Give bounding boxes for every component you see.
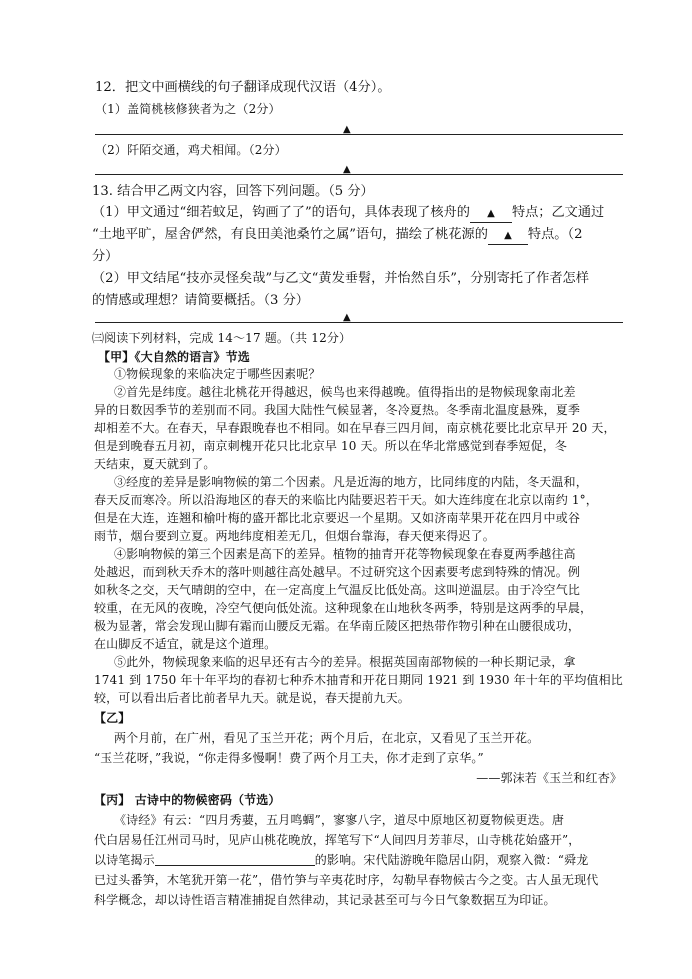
section-intro: ㈢阅读下列材料，完成 14～17 题。（共 12分）	[92, 331, 352, 345]
passage-line: 春天反而寒冷。所以沿海地区的春天的来临比内陆要迟若干天。如大连纬度在北京以南约 1°，	[94, 493, 598, 507]
passage-line: 科学概念，却以诗性语言精准捕捉自然律动，其记录甚至可与今日气象数据互为印证。	[94, 893, 556, 907]
q13-title: 13. 结合甲乙两文内容，回答下列问题。（5 分）	[92, 184, 374, 199]
passage-text: 以诗笔揭示	[94, 853, 155, 867]
fill-blank	[155, 853, 315, 866]
passage-line: 极为显著，常会发现山脚有霜而山腰反无霜。在华南丘陵区把热带作物引种在山腰很成功，	[94, 619, 581, 633]
passage-line: 在山脚反不适宜，就是这个道理。	[94, 637, 277, 651]
passage-line: 如秋冬之交，天气晴朗的空中，在一定高度上气温反比低处高。这叫逆温层。由于冷空气比	[94, 583, 581, 597]
passage-line: ①物候现象的来临决定于哪些因素呢？	[114, 367, 321, 381]
q12-sub2: （2）阡陌交通，鸡犬相闻。（2分）	[95, 143, 287, 157]
answer-blank	[488, 228, 528, 245]
q13-p2-line1: （2）甲文结尾“技亦灵怪矣哉”与乙文“黄发垂髫，并怡然自乐”，分别寄托了作者怎样	[92, 271, 589, 286]
q13-p1-text-b: 特点；乙文通过	[511, 205, 605, 220]
passage-line: 较，可以看出后者比前者早九天。就是说，春天提前九天。	[94, 691, 410, 705]
answer-triangle-icon: ▲	[343, 164, 351, 175]
q13-p1-line3: 分）	[92, 249, 119, 264]
passage-line: 雨节，烟台要到立夏。两地纬度相差无几，但烟台靠海，春天便来得迟了。	[94, 529, 495, 543]
passage-line: “玉兰花呀，”我说，“你走得多慢啊！费了两个月工夫，你才走到了京华。”	[94, 751, 484, 765]
passage-line: 异的日数因季节的差别而不同。我国大陆性气候显著，冬冷夏热。冬季南北温度悬殊，夏季	[94, 403, 581, 417]
q13-p1-line1	[92, 205, 604, 223]
passage-text: 的影响。宋代陆游晚年隐居山阴，观察入微：“舜龙	[314, 853, 589, 867]
answer-line	[95, 134, 623, 135]
q13-p1-text-a: （1）甲文通过“细若蚊足，钩画了了”的语句，具体表现了核舟的	[92, 205, 470, 220]
answer-blank	[470, 206, 512, 223]
q13-p2-line2: 的情感或理想？请简要概括。（3 分）	[92, 293, 309, 308]
passage-line: 两个月前，在广州，看见了玉兰开花；两个月后，在北京，又看见了玉兰开花。	[114, 731, 540, 745]
q13-p1-text-d: 特点。（2	[527, 227, 583, 242]
passage-line: ②首先是纬度。越往北桃花开得越迟，候鸟也来得越晚。值得指出的是物候现象南北差	[114, 385, 576, 399]
passage-line: 却相差不大。在春天，早春跟晚春也不相同。如在早春三四月间，南京桃花要比北京早开 20 天，	[94, 421, 616, 435]
answer-triangle-icon: ▲	[504, 230, 512, 241]
answer-triangle-icon: ▲	[487, 208, 495, 219]
passage-line: 处越迟，而到秋天乔木的落叶则越往高处越早。不过研究这个因素要考虑到特殊的情况。例	[94, 565, 581, 579]
q13-p1-text-c: “土地平旷，屋舍俨然，有良田美池桑竹之属”语句，描绘了桃花源的	[92, 227, 488, 242]
q13-p1-line2	[92, 227, 582, 245]
passage-line: 但是在大连，连翘和榆叶梅的盛开都比北京要迟一个星期。又如济南苹果开花在四月中或谷	[94, 511, 581, 525]
passage-line: 但是到晚春五月初，南京刺槐开花只比北京早 10 天。所以在华北常感觉到春季短促，冬	[94, 439, 568, 453]
passage-line: ⑤此外，物候现象来临的迟早还有古今的差异。根据英国南部物候的一种长期记录，拿	[114, 655, 576, 669]
passage-line: 天结束，夏天就到了。	[94, 457, 216, 471]
q12-sub1: （1）盖简桃核修狭者为之（2分）	[95, 102, 281, 116]
answer-triangle-icon: ▲	[343, 312, 351, 323]
passage-line: 《诗经》有云：“四月秀葽，五月鸣蜩”，寥寥八字，道尽中原地区初夏物候更迭。唐	[114, 813, 564, 827]
answer-triangle-icon: ▲	[343, 124, 351, 135]
passage-line: 已过头番笋，木笔犹开第一花”，借竹笋与辛夷花时序，勾勒早春物候古今之变。古人虽无现代	[94, 873, 599, 887]
passage-line: 较重，在无风的夜晚，冷空气便向低处流。这种现象在山地秋冬两季，特别是这两季的早晨，	[94, 601, 593, 615]
passage-jia-title: 【甲】《大自然的语言》节选	[98, 350, 250, 364]
passage-line	[94, 852, 588, 868]
passage-line: ④影响物候的第三个因素是高下的差异。植物的抽青开花等物候现象在春夏两季越往高	[114, 547, 576, 561]
passage-line: 1741 到 1750 年十年平均的春初七种乔木抽青和开花日期同 1921 到 1930 年十年的平均值相比	[94, 673, 623, 687]
answer-line	[95, 322, 623, 323]
passage-line: 代白居易任江州司马时，见庐山桃花晚放，挥笔写下“人间四月芳菲尽，山寺桃花始盛开”，	[94, 833, 581, 847]
passage-line: ③经度的差异是影响物候的第二个因素。凡是近海的地方，比同纬度的内陆，冬天温和，	[114, 475, 588, 489]
passage-source: ——郭沫若《玉兰和红杏》	[476, 771, 622, 785]
q12-title: 12．把文中画横线的句子翻译成现代汉语（4分）。	[95, 80, 391, 95]
answer-line	[95, 174, 623, 175]
passage-yi-title: 【乙】	[94, 711, 131, 725]
passage-bing-title: 【丙】 古诗中的物候密码（节选）	[94, 793, 281, 807]
